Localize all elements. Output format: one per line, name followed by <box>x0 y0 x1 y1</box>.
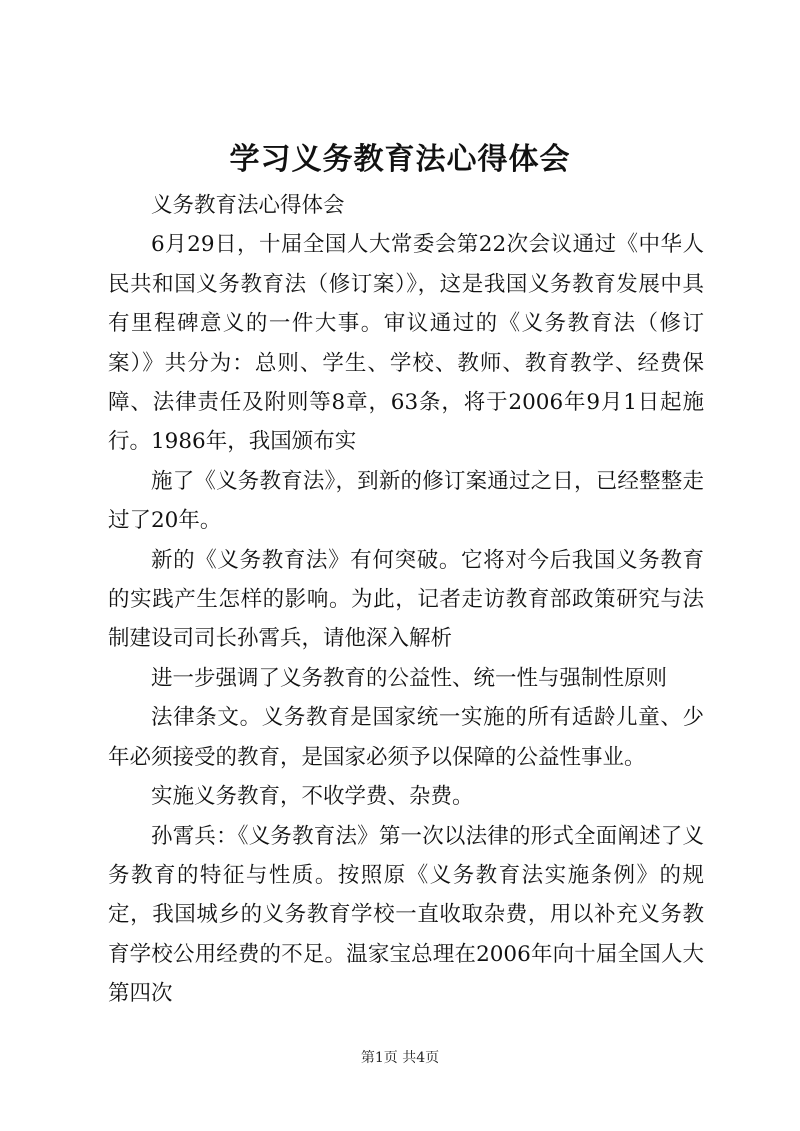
paragraph-subtitle: 义务教育法心得体会 <box>151 193 345 218</box>
document-title: 学习义务教育法心得体会 <box>229 142 571 177</box>
paragraph-no-fees: 实施义务教育，不收学费、杂费。 <box>151 784 474 810</box>
paragraph-twenty-years: 施了《义务教育法》，到新的修订案通过之日，已经整整走过了20年。 <box>108 468 704 534</box>
paragraph-law-passage: 6月29日，十届全国人大常委会第22次会议通过《中华人民共和国义务教育法（修订案）》，这是我国义务教育发展中具有里程碑意义的一件大事。审议通过的《义务教育法（修订案）》共分为：总则、学生、学校、教师、教育教学、经费保障、法律责任及附则等8章，63条，将于2006年9月1日起施行。1986年，我国颁布实 <box>108 232 704 455</box>
paragraph-section-heading: 进一步强调了义务教育的公益性、统一性与强制性原则 <box>151 665 668 691</box>
paragraph-interview-intro: 新的《义务教育法》有何突破。它将对今后我国义务教育的实践产生怎样的影响。为此，记者走访教育部政策研究与法制建设司司长孙霄兵，请他深入解析 <box>108 547 704 652</box>
paragraph-law-text: 法律条文。义务教育是国家统一实施的所有适龄儿童、少年必须接受的教育，是国家必须予以保障的公益性事业。 <box>108 705 704 770</box>
document-body <box>108 186 704 1014</box>
paragraph-sun-xiaobing: 孙霄兵：《义务教育法》第一次以法律的形式全面阐述了义务教育的特征与性质。按照原《义务教育法实施条例》的规定，我国城乡的义务教育学校一直收取杂费，用以补充义务教育学校公用经费的不足。温家宝总理在2006年向十届全国人大第四次 <box>108 823 704 1007</box>
page-number-footer: 第1页 共4页 <box>360 1050 440 1066</box>
